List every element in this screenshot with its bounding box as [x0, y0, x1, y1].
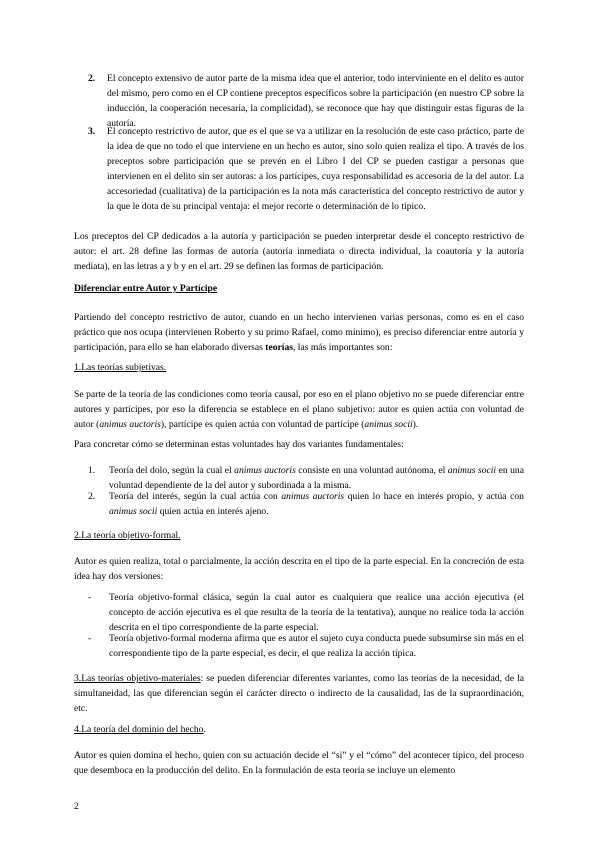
text-run: . [203, 724, 206, 735]
list-marker: 1. [88, 465, 96, 476]
paragraph-preceptos: Los preceptos del CP dedicados a la autoría y participación se pueden interpretar desde el concepto restrictivo de autor: el art. 28 define las formas de autoría (autoría inmediata o directa individual, la coautoría y la autoría mediata), en las letras a y b y en el art. 29 se definen las formas de participación. [74, 231, 524, 272]
text-run: consiste en una voluntad autónoma, el [295, 465, 448, 476]
text-run: quien lo hace en interés propio, y actúa con [344, 491, 524, 502]
italic-term: animus socii [364, 419, 413, 430]
numbered-item-3 [88, 124, 524, 214]
italic-term: animus auctoris [99, 419, 161, 430]
subheading-dominio-hecho-line [74, 722, 524, 737]
subheading-teorias-subjetivas: 1.Las teorías subjetivas. [74, 362, 167, 373]
bold-term: teorías [265, 342, 293, 353]
text-run: ). [412, 419, 419, 430]
paragraph-concretar: Para concretar cómo se determinan estas voluntades hay dos variantes fundamentales: [74, 439, 404, 450]
numbered-item-2 [88, 71, 524, 131]
list-item-moderna [88, 631, 524, 661]
paragraph-objetivo-formal: Autor es quien realiza, total o parcialmente, la acción descrita en el tipo de la parte especial. En la concreción de esta idea hay dos versiones: [74, 556, 524, 582]
italic-term: animus auctoris [281, 491, 345, 502]
subheading-objetivo-materiales: 3.Las teorías objetivo-materiales [74, 673, 201, 684]
list-marker: 2. [88, 491, 96, 502]
paragraph-objetivo-materiales [74, 671, 524, 716]
item-number: 3. [88, 126, 96, 137]
paragraph-partiendo [74, 310, 524, 355]
text-run: , las más importantes son: [292, 342, 393, 353]
paragraph-dominio-hecho: Autor es quien domina el hecho, quien con su actuación decide el “si” y el “cómo” del acontecer típico, del proceso que desemboca en la producción del delito. En la formulación de esta teoría se incluye un elemento [74, 750, 524, 776]
section-heading: Diferenciar entre Autor y Partícipe [74, 283, 218, 294]
subheading-dominio-hecho: 4.La teoría del dominio del hecho [74, 724, 204, 735]
list-marker: - [88, 633, 92, 644]
text-run: en una voluntad dependiente de la del autor y subordinada a la misma. [109, 465, 524, 491]
text-run: Teoría del dolo, según la cual el [109, 465, 235, 476]
text-run: quien actúa en interés ajeno. [157, 506, 269, 517]
list-item-interes [88, 489, 524, 519]
paragraph-subjetivas [74, 387, 524, 432]
item-text: El concepto extensivo de autor parte de la misma idea que el anterior, todo interviniente en el delito es autor del mismo, pero como en el CP contiene preceptos específicos sobre la participación (en nuestro CP sobre la inducción, la cooperación necesaria, la complicidad), se reconoce que hay que distinguir estas figuras de la autoría. [107, 73, 524, 129]
subheading-objetivo-formal: 2.La teoría objetivo-formal. [74, 530, 181, 541]
page-number: 2 [74, 801, 79, 812]
italic-term: animus socii [109, 506, 158, 517]
list-text: Teoría objetivo-formal clásica, según la cual autor es cualquiera que realice una acción ejecutiva (el concepto de acción ejecutiva es el que resulta de la teoría de la tentativa), aunque no realice toda la acción descrita en el tipo correspondiente de la parte especial. [109, 592, 524, 633]
list-marker: - [88, 592, 92, 603]
text-run: Se parte de la teoría de las condiciones como teoría causal, por eso en el plano objetivo no se puede diferenciar entre autores y partícipes, por eso la diferencia se establece en el plano subjetivo: autor es quien actúa con voluntad de autor ( [74, 389, 524, 430]
item-text: El concepto restrictivo de autor, que es el que se va a utilizar en la resolución de este caso práctico, parte de la idea de que no todo el que interviene en un hecho es autor, sino solo quien realiza el tipo. A través de los preceptos sobre participación que se prevén en el Libro I del CP se pueden castigar a personas que intervienen en el delito sin ser autoras: a los partícipes, cuya responsabilidad es accesoria de la del autor. La accesoriedad (cualitativa) de la participación es la nota más característica del concepto restrictivo de autor y la que le dota de su principal ventaja: el mejor recorte o determinación de lo típico. [107, 126, 524, 212]
list-text: Teoría objetivo-formal moderna afirma que es autor el sujeto cuya conducta puede subsumirse sin más en el correspondiente tipo de la parte especial, es decir, el que realiza la acción típica. [109, 633, 524, 659]
list-item-clasica [88, 590, 524, 635]
italic-term: animus auctoris [234, 465, 296, 476]
text-run: Teoría del interés, según la cual actúa con [109, 491, 282, 502]
text-run: : se pueden diferenciar diferentes variantes, como las teorías de la necesidad, de la simultaneidad, las que diferencian según el carácter directo o indirecto de la causalidad, las de la supraordinación, etc. [74, 673, 524, 714]
text-run: Partiendo del concepto restrictivo de autor, cuando en un hecho intervienen varias personas, como es en el caso práctico que nos ocupa (intervienen Roberto y su primo Rafael, como mínimo), es preciso diferenciar entre autoría y participación, para ello se han elaborado diversas [74, 312, 524, 353]
list-text [109, 489, 524, 519]
italic-term: animus socii [447, 465, 497, 476]
text-run: ), partícipe es quien actúa con voluntad de partícipe ( [160, 419, 365, 430]
item-number: 2. [88, 73, 96, 84]
